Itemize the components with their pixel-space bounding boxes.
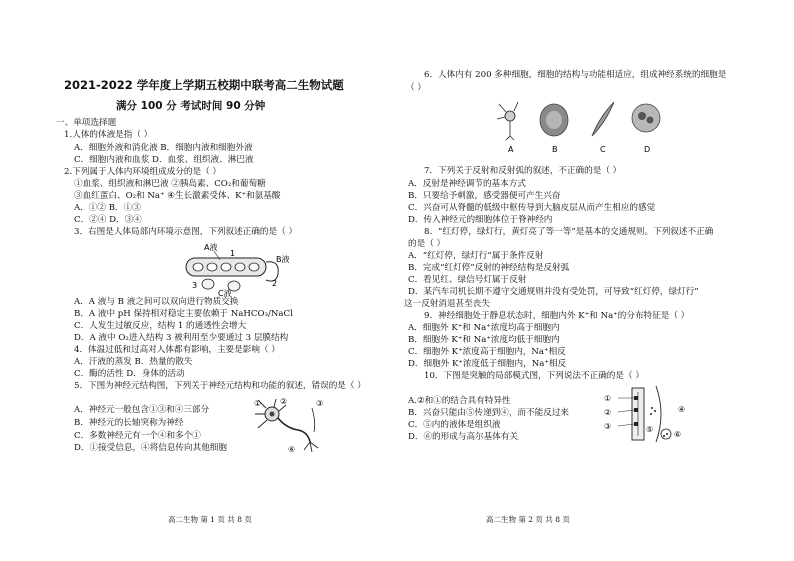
q10-option-d: D．⑥的形成与高尔基体有关 <box>408 432 519 442</box>
q7-option-a: A．反射是神经调节的基本方式 <box>408 179 526 189</box>
exam-score-time: 满分 100 分 考试时间 90 分钟 <box>116 100 266 112</box>
fig3-label-a: A液 <box>204 243 218 252</box>
question-9: 9．神经细胞处于静息状态时，细胞内外 K⁺和 Na⁺的分布特征是（ ） <box>424 311 690 321</box>
q9-option-a: A．细胞外 K⁺和 Na⁺浓度均高于细胞内 <box>408 323 560 333</box>
cell-label-b: B <box>552 145 558 154</box>
q5-option-b: B．神经元的长轴突称为神经 <box>74 418 184 428</box>
q3-option-b: B．A 液中 pH 保持相对稳定主要依赖于 NaHCO₃/NaCl <box>74 309 293 319</box>
q2-options-ab: A．①② B．①③ <box>74 203 141 213</box>
exam-title: 2021-2022 学年度上学期五校期中联考高二生物试题 <box>64 78 344 92</box>
q7-option-c: C．兴奋可从脊髓的低级中枢传导到大脑皮层从而产生相应的感觉 <box>408 203 656 213</box>
figure-synapse <box>604 384 694 444</box>
footer-page-2: 高二生物 第 2 页 共 8 页 <box>486 515 570 524</box>
cell-label-d: D <box>644 145 651 154</box>
fig5-label-2: ② <box>280 397 288 406</box>
question-5: 5．下图为神经元结构图，下列关于神经元结构和功能的叙述，错误的是（ ） <box>74 381 366 391</box>
q8-continued: 的是（ ） <box>408 239 446 249</box>
question-7: 7．下列关于反射和反射弧的叙述，不正确的是（ ） <box>424 166 622 176</box>
fig3-label-b: B液 <box>276 255 290 264</box>
question-1: 1.人体的体液是指（ ） <box>64 130 153 140</box>
q1-options-cd: C．细胞内液和血浆 D．血浆、组织液、淋巴液 <box>74 155 254 165</box>
cell-label-a: A <box>508 145 514 154</box>
q10-option-b: B．兴奋只能由⑤传递到④，而不能反过来 <box>408 408 570 418</box>
q9-option-d: D．细胞外 K⁺浓度低于细胞内，Na⁺相反 <box>408 359 567 369</box>
q4-options-ab: A．汗液的蒸发 B．热量的散失 <box>74 357 193 367</box>
fig10-label-6: ⑥ <box>674 430 682 439</box>
q8-option-d-continued: 这一反射消退甚至丧失 <box>404 299 490 309</box>
q5-option-d: D．①接受信息，④将信息传向其他细胞 <box>74 443 227 453</box>
q8-option-d: D．某汽车司机长期不遵守交通规则并没有受处罚，可导致“红灯停，绿灯行” <box>408 287 699 297</box>
q1-options-ab: A．细胞外液和消化液 B．细胞内液和细胞外液 <box>74 143 253 153</box>
fig10-label-5: ⑤ <box>646 425 654 434</box>
question-2: 2.下列属于人体内环境组成成分的是（ ） <box>64 167 222 177</box>
q7-option-b: B．只要给予刺激，感受器便可产生兴奋 <box>408 191 561 201</box>
question-10: 10．下图是突触的局部模式图，下列说法不正确的是（ ） <box>424 371 644 381</box>
fig3-label-2: 2 <box>272 279 278 288</box>
footer-page-1: 高二生物 第 1 页 共 8 页 <box>168 515 252 524</box>
question-3: 3．右图是人体局部内环境示意图，下列叙述正确的是（ ） <box>74 227 298 237</box>
q7-option-d: D．传入神经元的细胞体位于脊神经内 <box>408 215 553 225</box>
fig3-label-c: C液 <box>218 289 232 298</box>
fig10-label-2: ② <box>604 408 612 417</box>
question-8: 8．“红灯停，绿灯行，黄灯亮了等一等”是基本的交通规则。下列叙述不正确 <box>424 227 714 237</box>
q6-bracket: （ ） <box>406 83 426 93</box>
fig10-label-4: ④ <box>678 405 686 414</box>
q5-option-a: A．神经元一般包含①③和④三部分 <box>74 405 210 415</box>
figure-neuron <box>252 398 332 456</box>
q3-option-d: D．A 液中 O₂进入结构 3 被利用至少要通过 3 层膜结构 <box>74 333 289 343</box>
q9-option-b: B．细胞外 K⁺和 Na⁺浓度均低于细胞内 <box>408 335 560 345</box>
q8-option-b: B．完成“红灯停”反射的神经结构是反射弧 <box>408 263 570 273</box>
question-6: 6．人体内有 200 多种细胞，细胞的结构与功能相适应，组成神经系统的细胞是 <box>424 70 727 80</box>
cell-d-leukocyte <box>632 104 660 132</box>
cell-label-c: C <box>600 145 606 154</box>
q4-options-cd: C．酶的活性 D．身体的活动 <box>74 369 185 379</box>
q8-option-c: C．看见红、绿信号灯属于反射 <box>408 275 527 285</box>
q8-option-a: A．“红灯停，绿灯行”属于条件反射 <box>408 251 544 261</box>
q10-option-a: A.②和①的结合具有特异性 <box>408 396 511 406</box>
cell-b-erythrocyte <box>540 104 568 136</box>
fig10-label-3: ③ <box>604 422 612 431</box>
figure-cell-types <box>496 96 666 156</box>
q2-options-cd: C．②④ D．③④ <box>74 215 142 225</box>
cell-c-muscle <box>592 102 614 136</box>
figure-internal-environment <box>180 240 290 296</box>
cell-a-neuron <box>497 102 518 140</box>
fig10-label-1: ① <box>604 394 612 403</box>
fig5-label-4: ④ <box>288 445 296 454</box>
fig3-label-3: 3 <box>192 281 198 290</box>
q3-option-a: A．A 液与 B 液之间可以双向进行物质交换 <box>74 297 239 307</box>
fig5-label-1: ① <box>254 399 262 408</box>
fig5-label-3: ③ <box>316 399 324 408</box>
q5-option-c: C．多数神经元有一个④和多个① <box>74 431 201 441</box>
q9-option-c: C．细胞外 K⁺浓度高于细胞内，Na⁺相反 <box>408 347 566 357</box>
section-heading: 一、单项选择题 <box>56 118 117 128</box>
q2-item-3-4: ③血红蛋白、O₂和 Na⁺ ④生长激素受体、K⁺和氨基酸 <box>74 191 281 201</box>
q2-item-1-2: ①血浆、组织液和淋巴液 ②胰岛素、CO₂和葡萄糖 <box>74 179 266 189</box>
fig3-label-1: 1 <box>230 249 236 258</box>
q3-option-c: C．人发生过敏反应，结构 1 的通透性会增大 <box>74 321 247 331</box>
question-4: 4．体温过低和过高对人体都有影响，主要是影响（ ） <box>74 345 280 355</box>
q10-option-c: C．⑤内的液体是组织液 <box>408 420 501 430</box>
